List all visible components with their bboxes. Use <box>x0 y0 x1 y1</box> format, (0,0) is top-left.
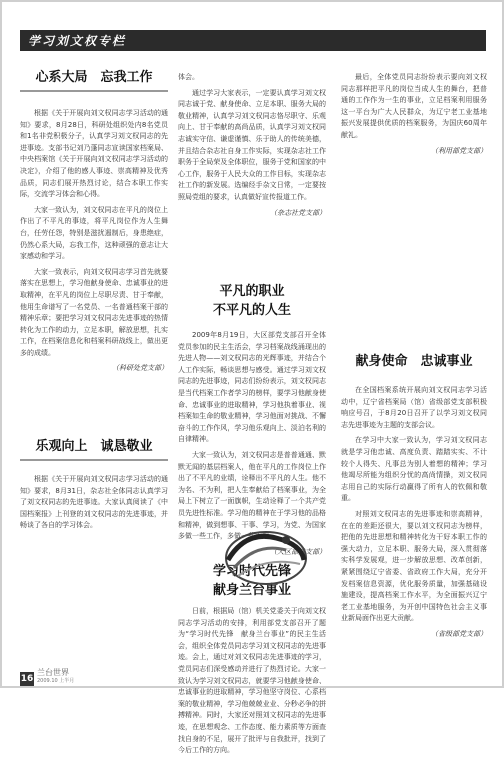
article-body <box>178 606 326 761</box>
article-title <box>178 280 326 318</box>
title-rule <box>20 90 168 92</box>
byline: （省级部党支部） <box>431 629 487 638</box>
byline: （科研处党支部） <box>112 364 168 373</box>
paragraph: 大家一致认为，刘文权同志在平凡的岗位上作出了不平凡的事迹，将平凡岗位作为人生舞台，任劳任怨，特别是滋扰遏制后，身患绝症，仍然心系大局，忘我工作，这种顽强的意志让大家感动和学习。 <box>20 205 168 261</box>
paragraph: 在学习中大家一致认为，学习刘文权同志就是学习他忠诚、高度负责、踏踏实实、不计较个人得失、凡事总为别人着想的精神；学习他竭尽所能为组织分忧的高尚情操，刘文权同志用自己的实际行动赢得了所有人的钦佩和敬重。 <box>341 436 487 503</box>
page-number-badge: 16 <box>20 674 34 684</box>
issue-date: 2009.10 上半月 <box>37 678 75 684</box>
article-body <box>341 385 487 645</box>
byline: （利用部党支部） <box>431 146 487 155</box>
article-title-line: 平凡的职业 <box>219 284 285 299</box>
paragraph: 在全国档案系统开展向刘文权同志学习活动中，辽宁省档案局（馆）省级部党支部积极响应号召，于8月20日召开了以学习刘文权同志先进事迹为主题的支部会议。 <box>341 386 487 429</box>
article-title-line: 不平凡的人生 <box>212 303 291 318</box>
column-title: 学习刘文权专栏 <box>28 34 127 48</box>
article-title-line: 乐观向上 诚恳敬业 <box>35 439 153 454</box>
footer-brand <box>37 668 74 686</box>
paragraph: 日前，根据局（馆）机关党委关于向刘文权同志学习活动的安排，利用部党支部召开了题为“学习时代先锋 献身兰台事业”的民主生活会，组织全体党员同志学习刘文权同志的先进事迹。会上，通过对刘文权同志先进事迹的学习，党员同志们深受感动并进行了热烈讨论。大家一致认为学习刘文权同志，就要学习他献身使命、忠诚事业的进取精神，学习他坚守岗位、心系档案的敬业精神，学习他兢兢业业、分秒必争的拼搏精神。同时，大家还对照刘文权同志的先进事迹，在思想观念、工作态度、能力素质等方面查找自身的不足，展开了批评与自我批评，找到了今后工作的方向。 <box>178 607 326 755</box>
article-title <box>341 350 487 369</box>
paragraph: 根据《关于开展向刘文权同志学习活动的通知》要求，8月31日，杂志社全体同志认真学习了刘文权同志的先进事迹。大家认真阅读了《中国档案报》上刊登的刘文权同志的先进事迹，并畅谈了各自的学习体会。 <box>20 475 168 530</box>
byline: （大区部党支部） <box>270 547 326 556</box>
paragraph: 通过学习大家表示，一定要认真学习刘文权同志诚于党、献身使命、立足本职、服务大局的敬业精神，认真学习刘文权同志恪尽职守、乐观向上、甘于奉献的高尚品质，认真学习刘文权同志诚实守信、谦虚谨慎、乐于助人的传统美德，并且结合杂志社自身工作实际，实现杂志社工作职务于全局荣及全体职位，服务于党和国家的中心工作，服务于人民大众的工作目标，实现杂志社工作的新发展。选编经手杂文日常，一定要按照局党组的要求，认真做好宣传报道工作。 <box>178 88 326 201</box>
article-title-line: 学习时代先锋 <box>212 564 291 579</box>
paragraph: 大家一致表示，向刘文权同志学习首先就要落实在思想上，学习他献身使命、忠诚事业的进取精神，在平凡的岗位上尽职尽责、甘于奉献，他用生命谱写了一名党员、一名普通档案干部的精神乐章；要把学习刘文权同志先进事迹的热情转化为工作的动力，立足本职，解放思想，扎实工作，在档案信息化和档案科研战线上，做出更多的成绩。 <box>20 267 168 357</box>
article-body <box>20 474 168 536</box>
paragraph: 体会。 <box>178 73 199 81</box>
article-title <box>20 66 168 85</box>
title-rule <box>20 459 168 461</box>
paragraph: 对照刘文权同志的先进事迹和崇高精神，在在的差距还很大，要以刘文权同志为榜样，把他的先进思想和精神转化为干好本职工作的强大动力，立足本职、服务大局，深入贯彻落实科学发展观，进一步解放思想、改革创新，紧紧围绕辽宁省委、省政府工作大局，充分开发档案信息资源，优化服务质量，加强基础设施建设，提高档案工作水平，为全面振兴辽宁老工业基地服务，为开创中国特色社会主义事业新局面作出更大贡献。 <box>341 509 487 623</box>
paragraph: 大家一致认为，刘文权同志是普普通通、默默无闻的基层档案人，他在平凡的工作岗位上作出了不平凡的业绩，诠释出不平凡的人生。他不为名、不为利，把人生奉献给了档案事业，为全局上下树立了一面旗帜，生动诠释了一个共产党员先进性标准。学习他的精神在于学习他的品格和精神，做到想事、干事、学习，为党、为国家多做一些工作，多做一些贡献。 <box>178 450 326 541</box>
paragraph: 最后，全体党员同志纷纷表示要向刘文权同志那样把平凡的岗位当成人生的舞台，把普通的工作作为一生的事业，立足档案利用服务这一平台为广大人民群众，为辽宁老工业基地振兴发展提供优质的档案服务，为国庆60周年献礼。 <box>341 73 487 139</box>
article-title-line: 献身使命 忠诚事业 <box>355 354 473 369</box>
paragraph: 2009年8月19日，大区部党支部召开全体党员参加的民主生活会，学习档案战线涌现出的先进人物——刘文权同志的光辉事迹，并结合个人工作实际，畅谈思想与感受。通过学习刘文权同志的先进事迹，同志们纷纷表示，刘文权同志是当代档案工作者学习的榜样，要学习他献身使命、忠诚事业的进取精神，学习他执着事业、视档案如生命的敬业精神，学习他面对挑战、不懈奋斗的工作作风，学习他乐观向上、淡泊名利的自律精神。 <box>178 331 326 444</box>
decorative-swirl-illustration <box>216 520 316 590</box>
byline: （杂志社党支部） <box>270 208 326 217</box>
article-title <box>20 435 168 454</box>
paragraph: 根据《关于开展向刘文权同志学习活动的通知》要求，8月28日，科研处组织处内8名党员和1名非党积极分子，认真学习刘文权同志的先进事迹。支部书记刘乃蓬同志宣读国家档案局、中央档案馆《关于开展向刘文权同志学习活动的决定》，介绍了他的感人事迹、崇高精神及优秀品质，同志们展开热烈讨论，结合本职工作实际，交流学习体会和心得。 <box>20 109 168 199</box>
article-title-line: 献身兰台事业 <box>212 583 291 598</box>
brand-name: 兰台世界 <box>37 668 69 677</box>
article-title-line: 心系大局 忘我工作 <box>35 70 153 85</box>
column-banner <box>20 30 486 51</box>
article-body <box>178 72 326 224</box>
article-body <box>341 72 487 162</box>
article-body <box>20 108 168 379</box>
